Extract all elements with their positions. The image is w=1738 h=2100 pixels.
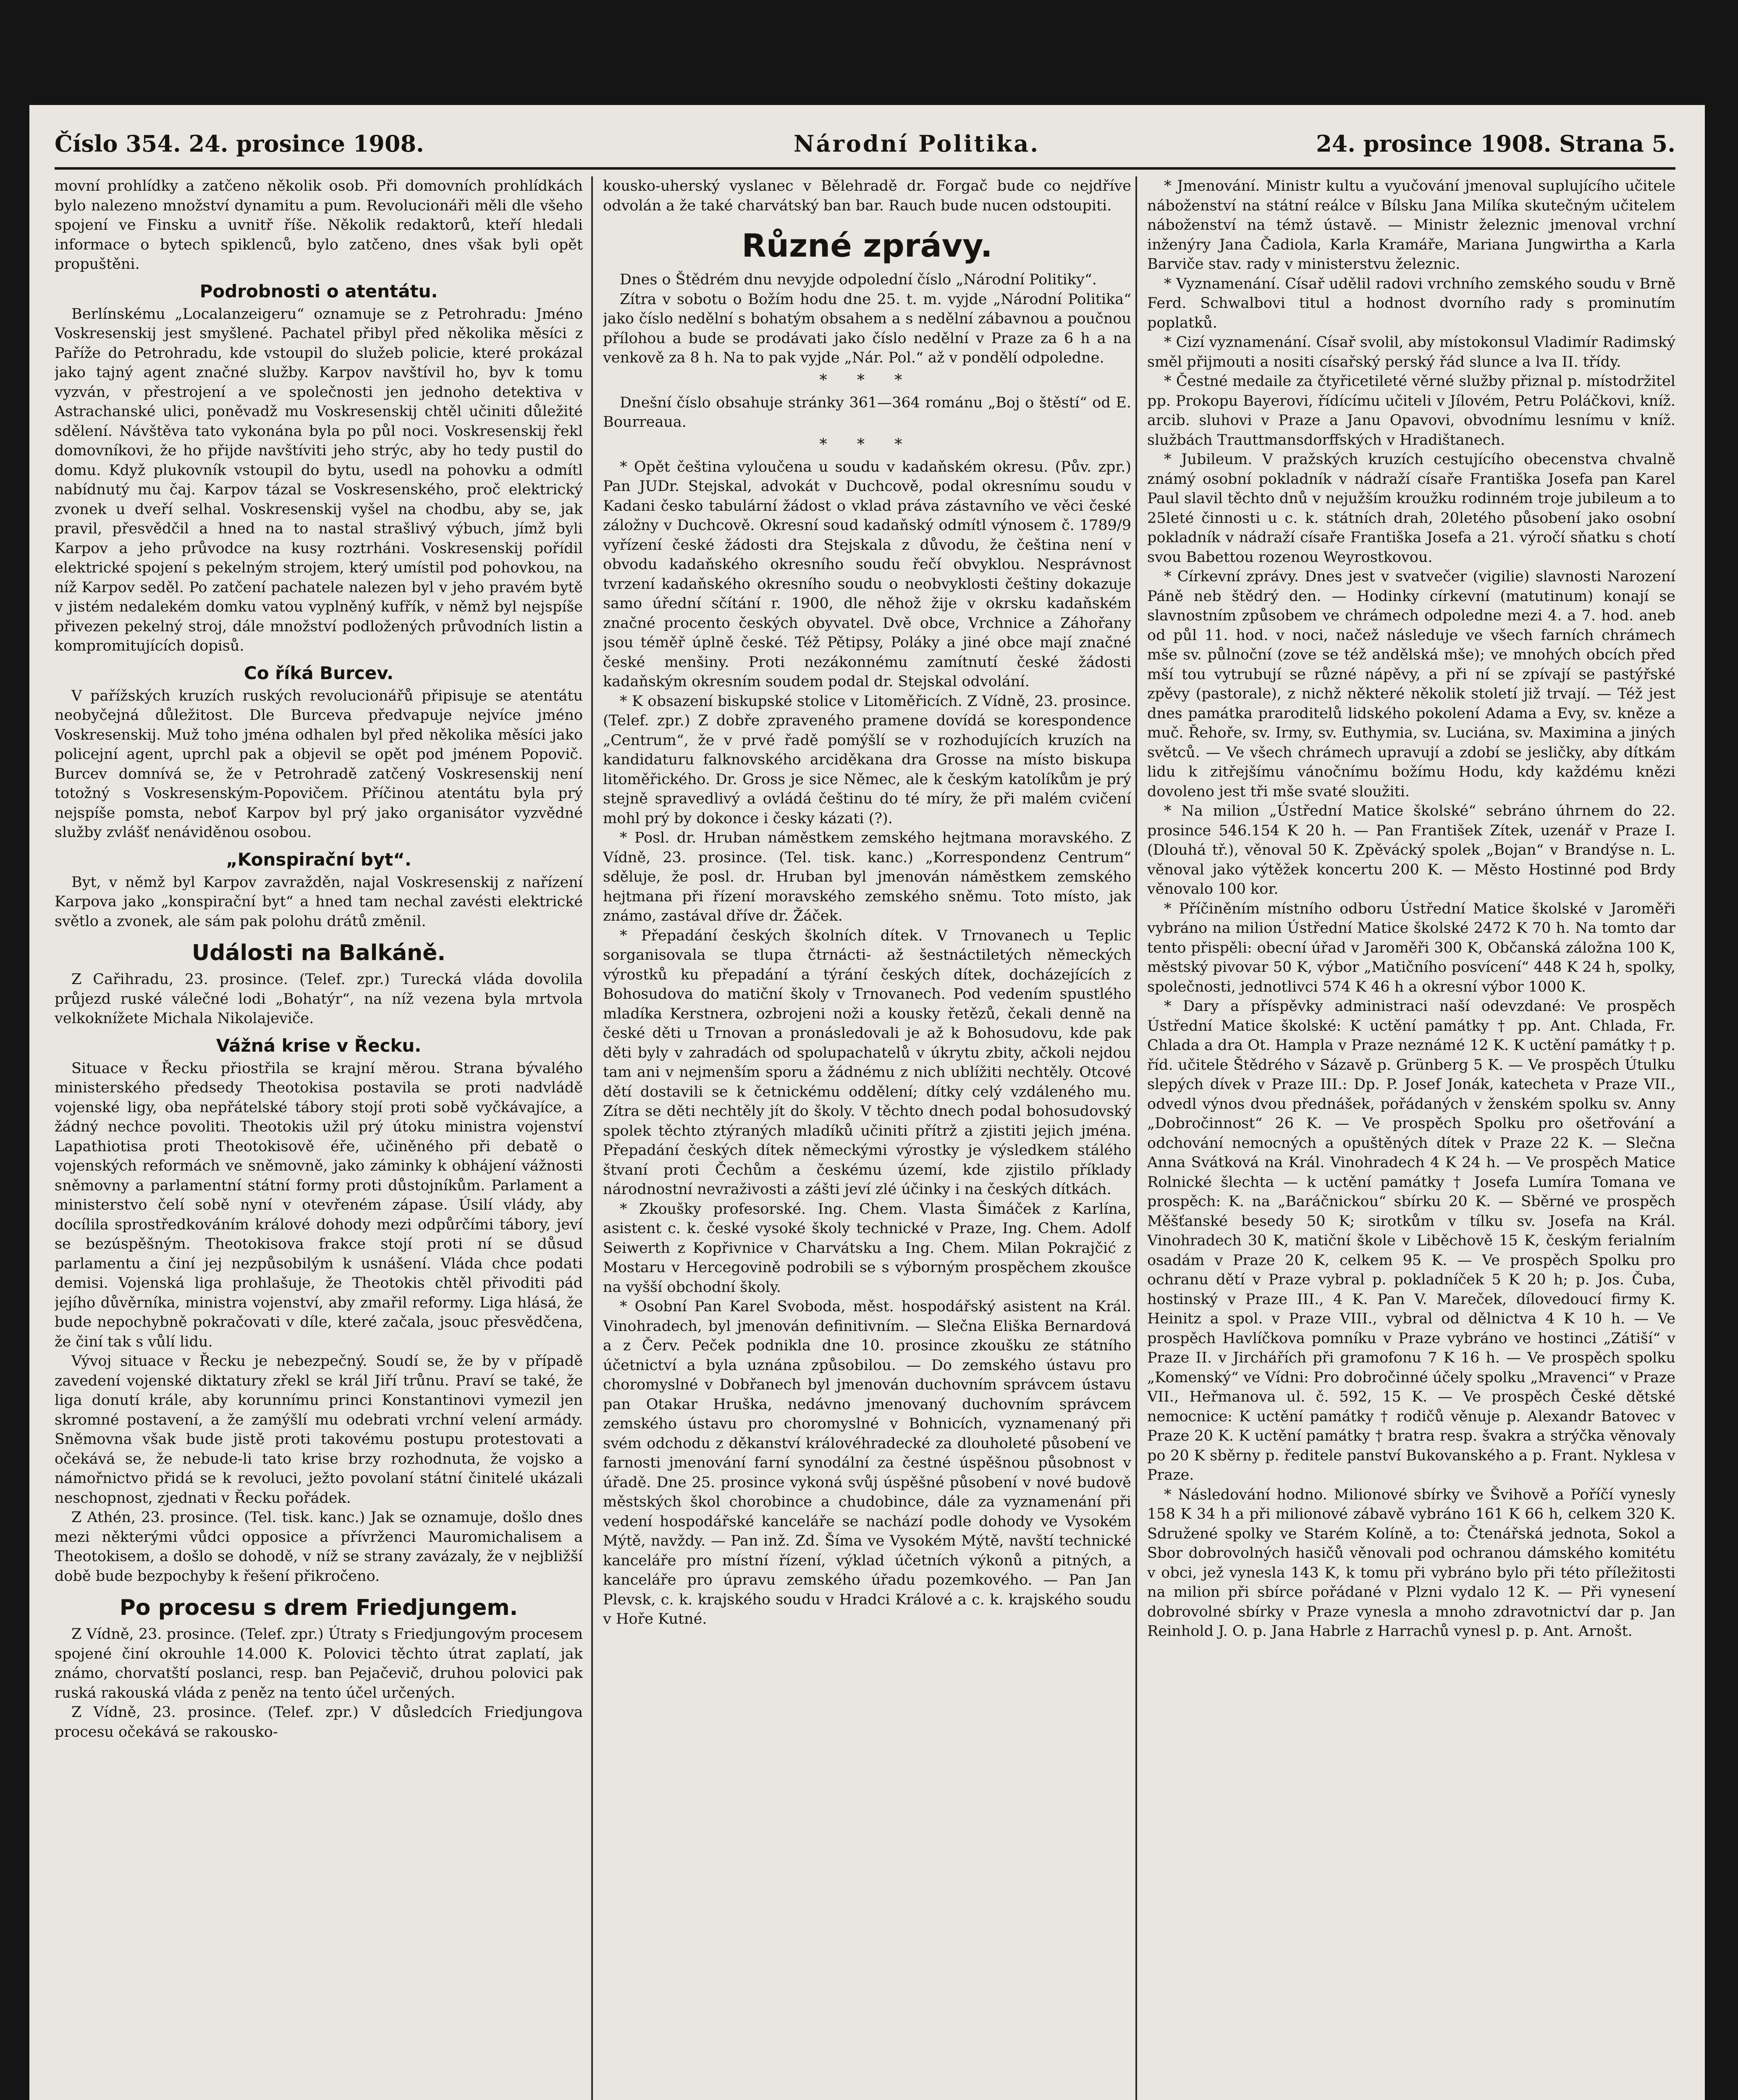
article-paragraph: Zítra v sobotu o Božím hodu dne 25. t. m. vyjde „Národní Politika“ jako číslo nedělní s bohatým obsahem a s nedělní zábavnou a poučnou přílohou a bude se prodávati jako číslo nedělní v Praze za 6 h a na venkově za 8 h. Na to pak vyjde „Nár. Pol.“ až v pondělí odpoledne. (603, 291, 1131, 366)
article-paragraph: Situace v Řecku přiostřila se krajní měrou. Strana bývalého ministerského předsedy Theotokisa postavila se proti nadvládě vojenské ligy, oba nepřátelské tábory stojí proti sobě vyčkávajíce, a žádný nechce povoliti. Theotokis užil prý útoku ministra vojenství Lapathiotisa proti Theotokisově éře, učiněného při debatě o vojenských reformách ve sněmovně, jako záminky k obhájení vážnosti sněmovny a parlamentní státní formy proti důstojníkům. Parlament a ministerstvo čelí sobě nyní v otevřeném zápase. Úsilí vlády, aby docílila sprostředkováním králové dohody mezi odpůrčími tábory, jeví se bezúspěšným. Theotokisova frakce stojí proti ní se důsud parlamentu a činí jej nezpůsobilým k usnášení. Vláda chce podati demisi. Vojenská liga prohlašuje, že Theotokis chtěl přivoditi pád jejího důvěrníka, ministra vojenství, aby zmařil reformy. Liga hlásá, že bude nepochybně pokračovati v díle, které začala, jsouc přesvědčena, že činí tak s vůlí lidu. (55, 1060, 583, 1350)
issue-number-date: Číslo 354. 24. prosince 1908. (55, 130, 424, 157)
date-page-number: 24. prosince 1908. Strana 5. (1316, 130, 1675, 157)
newspaper-title: Národní Politika. (794, 130, 1040, 157)
article-paragraph: Vývoj situace v Řecku je nebezpečný. Soudí se, že by v případě zavedení vojenské diktatury zřekl se král Jiří trůnu. Praví se také, že liga donutí krále, aby korunnímu princi Konstantinovi vymezil jen skromné postavení, a že zamýšlí mu odebrati vrchní velení armády. Sněmovna však bude jistě proti takovému postupu protestovati a očekává se, že nebude-li tato krise brzy rozhodnuta, že vojsko a námořnictvo přidá se k revoluci, ježto povolaní státní činitelé ukázali neschopnost, zjednati v Řecku pořádek. (55, 1353, 583, 1507)
separator-stars: * * * (819, 371, 915, 389)
article-paragraph: kousko-uherský vyslanec v Bělehradě dr. Forgač bude co nejdříve odvolán a že také charvátský ban bar. Rauch bude nucen odstoupiti. (603, 178, 1131, 214)
article-headline: Události na Balkáně. (191, 940, 446, 966)
news-item: * Osobní Pan Karel Svoboda, měst. hospodářský asistent na Král. Vinohradech, byl jmenován definitivním. — Slečna Eliška Bernardová a z Červ. Peček podnikla dne 10. prosince zkoušku ze státního účetnictví a byla uznána způsobilou. — Do zemského ústavu pro choromyslné v Dobřanech byl jmenován duchovním správcem ústavu pan Otakar Hruška, nedávno jmenovaný duchovním správcem zemského ústavu pro choromyslné v Bohnicích, vyznamenaný při svém odchodu z děkanství královéhradecké za dlouholeté působení ve farnosti jmenování farní synodální za čestné úspěšnou působnost v úřadě. Dne 25. prosince vykoná svůj úspěšné působení v nové budově městských škol chorobince a chudobince, dále za vyznamenání při vedení hospodářské kanceláře se nachází podle dohody ve Vysokém Mýtě, navždy. — Pan inž. Zd. Šíma ve Vysokém Mýtě, navští technické kanceláře pro místní řízení, výklad účetních výkonů a pitných, a kanceláře pro úpravu zemského úřadu pozemkového. — Pan Jan Plevsk, c. k. krajského soudu v Hradci Králové a c. k. krajského soudu v Hoře Kutné. (603, 1298, 1131, 1628)
column-divider (591, 176, 593, 2100)
news-item: * Přepadání českých školních dítek. V Trnovanech u Teplic sorganisovala se tlupa čtrnácti- až šestnáctiletých německých výrostků ku přepadání a týrání českých dítek, docházejících z Bohosudova do matiční školy v Trnovanech. Pod vedením spustlého mladíka Kerstnera, ozbrojeni noži a kousky řetězů, čekali denně na české děti u Trnovan a pronásledovali je až k Bohosudovu, kde pak děti byly v zahradách od spolupachatelů v úkrytu zbity, ačkoli nejdou tam ani v nejmenším sporu a žádnému z nich ublížiti nechtěly. Otcové dětí dostavili se k četnickému oddělení; dítky celý vzdáleného mu. Zítra se děti nechtěly jít do školy. V těchto dnech podal bohosudovský spolek těchto ztýraných mladíků učiniti přítrž a zjistiti jejich jména. Přepadání českých dítek německými výrostky je výsledkem stálého štvaní proti Čechům a českému území, kde zjistilo příklady národnostní nevraživosti a zášti jeví zlé účinky i na českých dítkách. (603, 927, 1131, 1198)
section-heading: „Konspirační byt“. (226, 849, 412, 870)
news-item: * Zkoušky profesorské. Ing. Chem. Vlasta Šimáček z Karlína, asistent c. k. české vysoké školy technické v Praze, Ing. Chem. Adolf Seiwerth z Kopřivnice v Charvátsku a Ing. Chem. Milan Pokrajčić z Mostaru v Hercegovině podrobili se s výborným prospěchem zkoušce na vyšší obchodní školy. (603, 1200, 1131, 1296)
section-heading: Podrobnosti o atentátu. (199, 281, 438, 302)
news-item: * Dary a příspěvky administraci naší odevzdané: Ve prospěch Ústřední Matice školské: K uctění památky † pp. Ant. Chlada, Fr. Chlada a dra Ot. Hampla v Praze neznámé 12 K. K uctění památky † p. říd. učitele Štědrého v Sázavě p. Grünberg 5 K. — Ve prospěch Útulku slepých dívek v Praze III.: Dp. P. Josef Jonák, katecheta v Praze VII., odvedl výnos dvou přednášek, pořádaných v ženském spolku sv. Anny „Dobročinnost“ 26 K. — Ve prospěch Spolku pro ošetřování a odchování nemocných a opuštěných dítek v Praze 22 K. — Slečna Anna Svátková na Král. Vinohradech 4 K 24 h. — Ve prospěch Matice Rolnické šlechta — k uctění památky † Josefa Lumíra Tomana ve prospěch: K. na „Baráčnickou“ sbírku 20 K. — Sběrné ve prospěch Měšťanské besedy 50 K; sirotkům v tílku sv. Josefa na Král. Vinohradech 30 K, matiční škole v Liběchově 15 K, českým ferialním osadám v Praze 20 K, celkem 95 K. — Ve prospěch Spolku pro ochranu dětí v Praze vybral p. pokladníček 5 K 20 h; p. Jos. Čuba, hostinský v Praze III., 4 K. Pan V. Mareček, dílovedoucí firmy K. Heinitz a spol. v Praze VIII., vybral od dělnictva 4 K 10 h. — Ve prospěch Havlíčkova pomníku v Praze vybráno ve hostinci „Zátiší“ v Praze II. v Jirchářích při gramofonu 7 K 16 h. — Ve prospěch spolku „Komenský“ ve Vídni: Pro dobročinné účely spolku „Mravenci“ v Praze VII., Heřmanova ul. č. 592, 15 K. — Ve prospěch České dětské nemocnice: K uctění památky † rodičů věnuje p. Alexandr Batovec v Praze 20 K. K uctění památky † bratra resp. švakra a strýčka věnovaly po 20 K sběrny p. ředitele panství Bukovanského a p. Frant. Nyklesa v Praze. (1147, 998, 1675, 1483)
section-heading: Co říká Burcev. (244, 662, 394, 683)
article-paragraph: Berlínskému „Localanzeigeru“ oznamuje se z Petrohradu: Jméno Voskresenskij jest smyšlené. Pachatel přibyl před několika měsíci z Paříže do Petrohradu, kde vstoupil do služeb policie, které prokázal jako tajný agent značné služby. Karpov navštívil ho, byv k tomu vyzván, v přestrojení a ve společnosti jen jednoho detektiva v Astrachanské ulici, poněvadž mu Voskresenskij chtěl učiniti důležité sdělení. Návštěva tato vykonána byla po půl noci. Voskresenskij řekl domovníkovi, že ho přijde navštíviti jeho strýc, aby ho tedy pustil do domu. Když plukovník vstoupil do bytu, usedl na pohovku a odmítl nabídnutý mu čaj. Karpov tázal se Voskresenského, proč elektrický zvonek u dveří selhal. Voskresenskij vyšel na chodbu, aby se, jak pravil, přesvědčil a hned na to nastal strašlivý výbuch, jímž byli Karpov a jeho průvodce na kusy roztrháni. Voskresenskij pořídil elektrické spojení s pekelným strojem, který umístil pod pohovkou, na níž Karpov seděl. Po zatčení pachatele nalezen byl v jeho pravém bytě v jistém nedalekém domku vatou vyplněný kufřík, v němž byl nejspíše přivezen pekelný stroj, dále množství podložených průvodních listin a kompromitujících dopisů. (55, 305, 583, 654)
news-item: * Jubileum. V pražských kruzích cestujícího obecenstva chvalně známý osobní pokladník v nádraží císaře Františka Josefa pan Karel Paul slavil těchto dnů v nejužším kroužku rodinném troje jubileum a to 25leté činnosti u c. k. státních drah, 20letého působení jako osobní pokladník v nádraží císaře Františka Josefa a 21. výročí sňatku s chotí svou Babettou rozenou Weyrostkovou. (1147, 451, 1675, 566)
article-paragraph: Dnešní číslo obsahuje stránky 361—364 románu „Boj o štěstí“ od E. Bourreaua. (603, 394, 1131, 430)
news-item: * Na milion „Ústřední Matice školské“ sebráno úhrnem do 22. prosince 546.154 K 20 h. — Pan František Zítek, uzenář v Praze I. (Dlouhá tř.), věnoval 50 K. Zpěvácký spolek „Bojan“ v Brandýse n. L. věnoval jako výtěžek koncertu 200 K. — Město Hostinné pod Brdy věnovalo 100 kor. (1147, 803, 1675, 898)
column-3 (1147, 176, 1675, 2100)
article-paragraph: Z Vídně, 23. prosince. (Telef. zpr.) V důsledcích Friedjungova procesu očekává se rakousko- (55, 1704, 583, 1740)
news-item: * Opět čeština vyloučena u soudu v kadaňském okresu. (Pův. zpr.) Pan JUDr. Stejskal, advokát v Duchcově, podal okresnímu soudu v Kadani česko tabulární žádost o vklad práva zástavního ve věci české záložny v Duchcově. Okresní soud kadaňský odmítl výnosem č. 1789/9 vyřízení české žádosti dra Stejskala z důvodu, že čeština není v obvodu kadaňského okresního soudu řečí obvyklou. Nesprávnost tvrzení kadaňského okresního soudu o neobvyklosti češtiny dokazuje samo úřední sčítání r. 1900, dle něhož žije v okrsku kadaňském značné procento českých obyvatel. Dvě obce, Vrchnice a Záhořany jsou téměř úplně české. Též Pětipsy, Poláky a jiné obce mají značné české menšiny. Proti nezákonnému zamítnutí české žádosti kadaňským okresním soudem podal dr. Stejskal odvolání. (603, 458, 1131, 690)
column-2 (603, 176, 1131, 2100)
news-item: * Čestné medaile za čtyřicetileté věrné služby přiznal p. místodržitel pp. Prokopu Bayerovi, řídícímu učiteli v Jílovém, Petru Poláčkovi, kníž. arcib. sluhovi v Praze a Janu Opavovi, obvodnímu lesnímu v kníž. službách Trauttmansdorffských v Hradištanech. (1147, 373, 1675, 449)
newspaper-page (29, 105, 1705, 2100)
column-divider (1135, 176, 1137, 2100)
article-paragraph: Z Cařihradu, 23. prosince. (Telef. zpr.) Turecká vláda dovolila průjezd ruské válečné lodi „Bohatýr“, na níž vezena byla mrtvola velkoknížete Michala Nikolajeviče. (55, 971, 583, 1027)
separator-stars: * * * (819, 436, 915, 453)
news-item: * Jmenování. Ministr kultu a vyučování jmenoval suplujícího učitele náboženství na státní reálce v Bílsku Jana Milíka skutečným učitelem náboženství na témž ústavě. — Ministr železnic jmenoval vrchní inženýry Jana Čadiola, Karla Kramáře, Mariana Jungwirtha a Karla Barviče stav. rady v ministerstvu železnic. (1147, 178, 1675, 273)
column-1 (55, 176, 583, 2100)
news-item: * Vyznamenání. Císař udělil radovi vrchního zemského soudu v Brně Ferd. Schwalbovi titul a hodnost dvorního rady s prominutím poplatků. (1147, 275, 1675, 331)
article-paragraph: Dnes o Štědrém dnu nevyjde odpolední číslo „Národní Politiky“. (620, 271, 1097, 288)
article-paragraph: movní prohlídky a zatčeno několik osob. Při domovních prohlídkách bylo nalezeno množství dynamitu a pum. Revolucionáři měli dle všeho spojení ve Finsku a uvnitř říše. Několik redaktorů, kteří hledali informace o bytech spiklenců, bylo zatčeno, dnes však byli opět propuštěni. (55, 178, 583, 273)
article-headline: Různé zprávy. (742, 227, 993, 264)
masthead-rule (55, 167, 1675, 170)
article-paragraph: Z Athén, 23. prosince. (Tel. tisk. kanc.) Jak se oznamuje, došlo dnes mezi některými vůdci opposice a přívrženci Mauromichalisem a Theotokisem, a došlo se dohodě, v níž se strany zavázaly, že v nejbližší době bude bezpochyby k řešení přikročeno. (55, 1509, 583, 1585)
news-item: * Příčiněním místního odboru Ústřední Matice školské v Jaroměři vybráno na milion Ústřední Matice školské 2472 K 70 h. Na tomto dar tento přispěli: obecní úřad v Jaroměři 300 K, Občanská záložna 100 K, městský pivovar 50 K, výbor „Matičního posvícení“ 448 K 24 h, spolky, společnosti, jednotlivci 574 K 46 h a okresní výbor 1000 K. (1147, 900, 1675, 995)
news-item: * Církevní zprávy. Dnes jest v svatvečer (vigilie) slavnosti Narození Páně neb štědrý den. — Hodinky církevní (matutinum) konají se slavnostním způsobem ve chrámech odpoledne mezi 4. a 7. hod. aneb od půl 11. hod. v noci, načež následuje ve všech farních chrámech mše sv. půlnoční (zove se též andělská mše); ve mnohých obcích před mší tou vytrubují se různé nápěvy, a při ní se zpívají se pastýřské zpěvy (pastorale), z nichž některé několik století již trvají. — Též jest dnes památka praroditelů lidského pokolení Adama a Evy, sv. kněze a muč. Řehoře, sv. Irmy, sv. Euthymia, sv. Luciána, sv. Maximina a jiných světců. — Ve všech chrámech upravují a zdobí se jesličky, aby dítkám lidu k zitřejšímu vánočnímu božímu Hodu, kdy každému knězi dovoleno jest tři mše svaté sloužiti. (1147, 568, 1675, 800)
article-paragraph: Z Vídně, 23. prosince. (Telef. zpr.) Útraty s Friedjungovým procesem spojené činí okrouhle 14.000 K. Polovici těchto útrat zaplatí, jak známo, chorvatští poslanci, resp. ban Pejačevič, druhou polovici pak ruská rakouská vláda z peněz na tento účel určených. (55, 1626, 583, 1701)
article-paragraph: Byt, v němž byl Karpov zavražděn, najal Voskresenskij z nařízení Karpova jako „konspirační byt“ a hned tam nechal zavésti elektrické světlo a zvonek, ale sám pak polohu drátů změnil. (55, 874, 583, 930)
news-item: * K obsazení biskupské stolice v Litoměřicích. Z Vídně, 23. prosince. (Telef. zpr.) Z dobře zpraveného pramene dovídá se korespondence „Centrum“, že v prvé řadě pomýšlí se v rozhodujících kruzích na kandidaturu falknovského arciděkana dra Grosse na místo biskupa litoměřického. Dr. Gross je sice Němec, ale k českým katolíkům je prý stejně spravedlivý a ovládá češtinu do té míry, že při malém cvičení mohl prý by dokonce i česky kázati (?). (603, 693, 1131, 827)
masthead (55, 130, 1675, 164)
section-heading: Vážná krise v Řecku. (216, 1035, 422, 1056)
news-item: * Následování hodno. Milionové sbírky ve Švihově a Poříčí vynesly 158 K 34 h a při milionové zábavě vybráno 161 K 66 h, celkem 320 K. Sdružené spolky ve Starém Kolíně, a to: Čtenářská jednota, Sokol a Sbor dobrovolných hasičů věnovali pod ochranou dámského komitétu v obci, jež vynesla 143 K, k tomu při vybráno bylo při této příležitosti na milion při sbírce pořádané v Plzni vydalo 12 K. — Při vynesení dobrovolné sbírky v Praze vynesla a mnoho zdravotnictví dar p. Jan Reinhold J. O. p. Jana Habrle z Harrachů vynesl p. p. Ant. Arnošt. (1147, 1486, 1675, 1640)
article-paragraph: V pařížských kruzích ruských revolucionářů připisuje se atentátu neobyčejná důležitost. Dle Burceva předvapuje nejvíce jméno Voskresenskij. Muž toho jména odhalen byl před několika měsíci jako policejní agent, uprchl pak a objevil se opět pod jménem Popovič. Burcev domnívá se, že v Petrohradě zatčený Voskresenskij není totožný s Voskresenským-Popovičem. Příčinou atentátu byla prý nejspíše pomsta, neboť Karpov byl prý jako organisátor vyzvědné služby zvlášť nenáviděnou osobou. (55, 687, 583, 841)
news-item: * Cizí vyznamenání. Císař svolil, aby místokonsul Vladimír Radimský směl přijmouti a nositi císařský perský řád slunce a lva II. třídy. (1147, 334, 1675, 370)
news-item: * Posl. dr. Hruban náměstkem zemského hejtmana moravského. Z Vídně, 23. prosince. (Tel. tisk. kanc.) „Korrespondenz Centrum“ sděluje, že posl. dr. Hruban byl jmenován náměstkem zemského hejtmana při řízení moravského zemského sněmu. Toto místo, jak známo, zastával dříve dr. Žáček. (603, 830, 1131, 924)
article-headline: Po procesu s drem Friedjungem. (119, 1595, 518, 1620)
